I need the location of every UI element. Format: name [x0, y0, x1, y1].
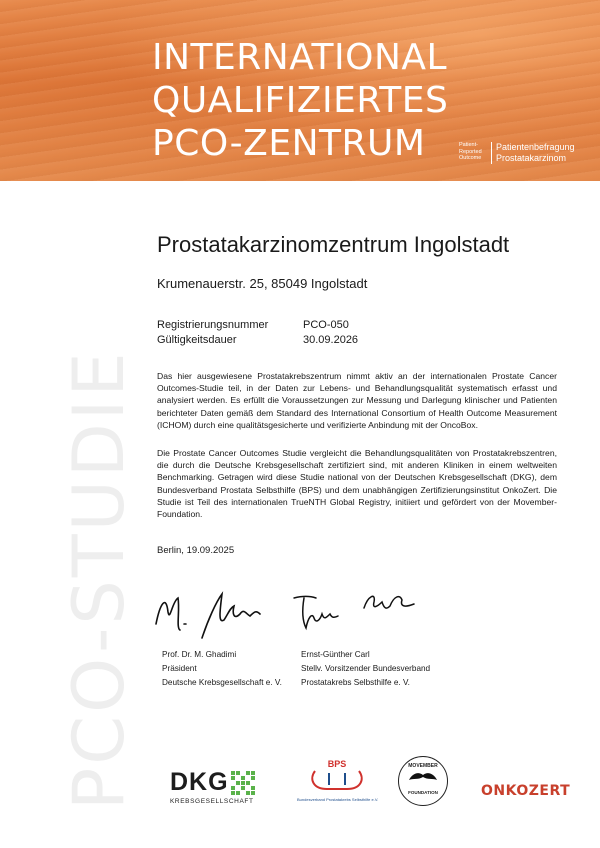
body-paragraph-2: Die Prostate Cancer Outcomes Studie vergleicht die Behandlungsqualitäten von Prostatakrebszentren, die durch die Deutsche Krebsgesellschaft zertifiziert sind, mit anderen Kliniken in einem weltweiten Benchmarking. Getragen wird diese Studie national von der Deutschen Krebsgesellschaft (DKG), dem Bundesverband Prostata Selbsthilfe (BPS) und dem unabhängigen Zertifizierungsinstitut OnkoZert. Die Studie ist Teil des internationalen TrueNTH Global Registry, initiiert und gefördert von der Movember-Foundation. — [157, 448, 557, 520]
meta-label: Registrierungsnummer — [157, 319, 269, 331]
pro-small-line: Reported — [459, 148, 482, 155]
pro-divider — [491, 142, 492, 164]
title-line-3: PCO-ZENTRUM — [152, 123, 426, 164]
movember-foundation-logo — [398, 756, 448, 806]
signer-line: Deutsche Krebsgesellschaft e. V. — [162, 678, 282, 687]
meta-label: Gültigkeitsdauer — [157, 334, 237, 346]
patient-reported-outcome-logo — [459, 142, 575, 164]
title-line-2: QUALIFIZIERTES — [152, 80, 449, 121]
signer-line: Ernst-Günther Carl — [301, 650, 370, 659]
signer-line: Präsident — [162, 664, 197, 673]
pro-small-line: Patient- — [459, 142, 478, 148]
header-banner — [0, 0, 600, 181]
onkozert-logo: ONKOZERT — [481, 783, 571, 799]
signer-ghadimi — [162, 648, 282, 690]
center-name: Prostatakarzinomzentrum Ingolstadt — [157, 232, 510, 257]
meta-row — [157, 318, 358, 333]
pro-small-text — [459, 142, 487, 162]
signer-line: Stellv. Vorsitzender Bundesverband — [301, 664, 431, 673]
pro-big-text — [496, 142, 575, 164]
signature-carl — [290, 588, 420, 638]
movember-logo-subtitle: FOUNDATION — [408, 790, 438, 795]
bps-logo-text: BPS — [327, 759, 347, 769]
moustache-icon — [408, 772, 438, 782]
center-address: Krumenauerstr. 25, 85049 Ingolstadt — [157, 276, 368, 291]
dkg-logo-text: DKG — [170, 768, 229, 796]
movember-logo-text: MOVEMBER — [408, 763, 438, 769]
bps-emblem-icon — [307, 769, 367, 791]
meta-row — [157, 333, 358, 348]
title-line-1: INTERNATIONAL — [152, 37, 448, 78]
signer-line: Prof. Dr. M. Ghadimi — [162, 650, 237, 659]
certificate-title — [152, 36, 448, 165]
registration-details — [157, 318, 358, 348]
body-paragraph-1: Das hier ausgewiesene Prostatakrebszentrum nimmt aktiv an der internationalen Prostate Cancer Outcomes-Studie teil, in der Daten zur Lebens- und Behandlungsqualität systematisch erfasst und analysiert werden. Es erfüllt die Voraussetzungen zur Messung und Darlegung klinischer und Patienten berichteter Daten gemäß dem Standard des International Consortium of Health Outcome Measurement (ICHOM) durch eine qualitätsgesicherte und verifizierte Anbindung mit der OncoBox. — [157, 371, 557, 430]
pro-big-line: Prostatakarzinom — [496, 153, 567, 163]
meta-value: PCO-050 — [303, 319, 349, 331]
signature-ghadimi — [150, 584, 270, 644]
issue-date: Berlin, 19.09.2025 — [157, 545, 235, 556]
pro-big-line: Patientenbefragung — [496, 142, 575, 152]
meta-value: 30.09.2026 — [303, 334, 359, 346]
dkg-grid-icon — [231, 771, 255, 795]
signer-line: Prostatakrebs Selbsthilfe e. V. — [301, 678, 410, 687]
pro-small-line: Outcome — [459, 155, 482, 161]
dkg-logo-subtitle: KREBSGESELLSCHAFT — [170, 798, 254, 805]
signer-carl — [301, 648, 430, 690]
bps-logo-subtitle: Bundesverband Prostatakrebs Selbsthilfe e.V. — [297, 797, 379, 802]
dkg-logo — [170, 768, 255, 805]
watermark-text: PCO-STUDIE — [58, 349, 140, 810]
bps-logo — [297, 759, 377, 802]
